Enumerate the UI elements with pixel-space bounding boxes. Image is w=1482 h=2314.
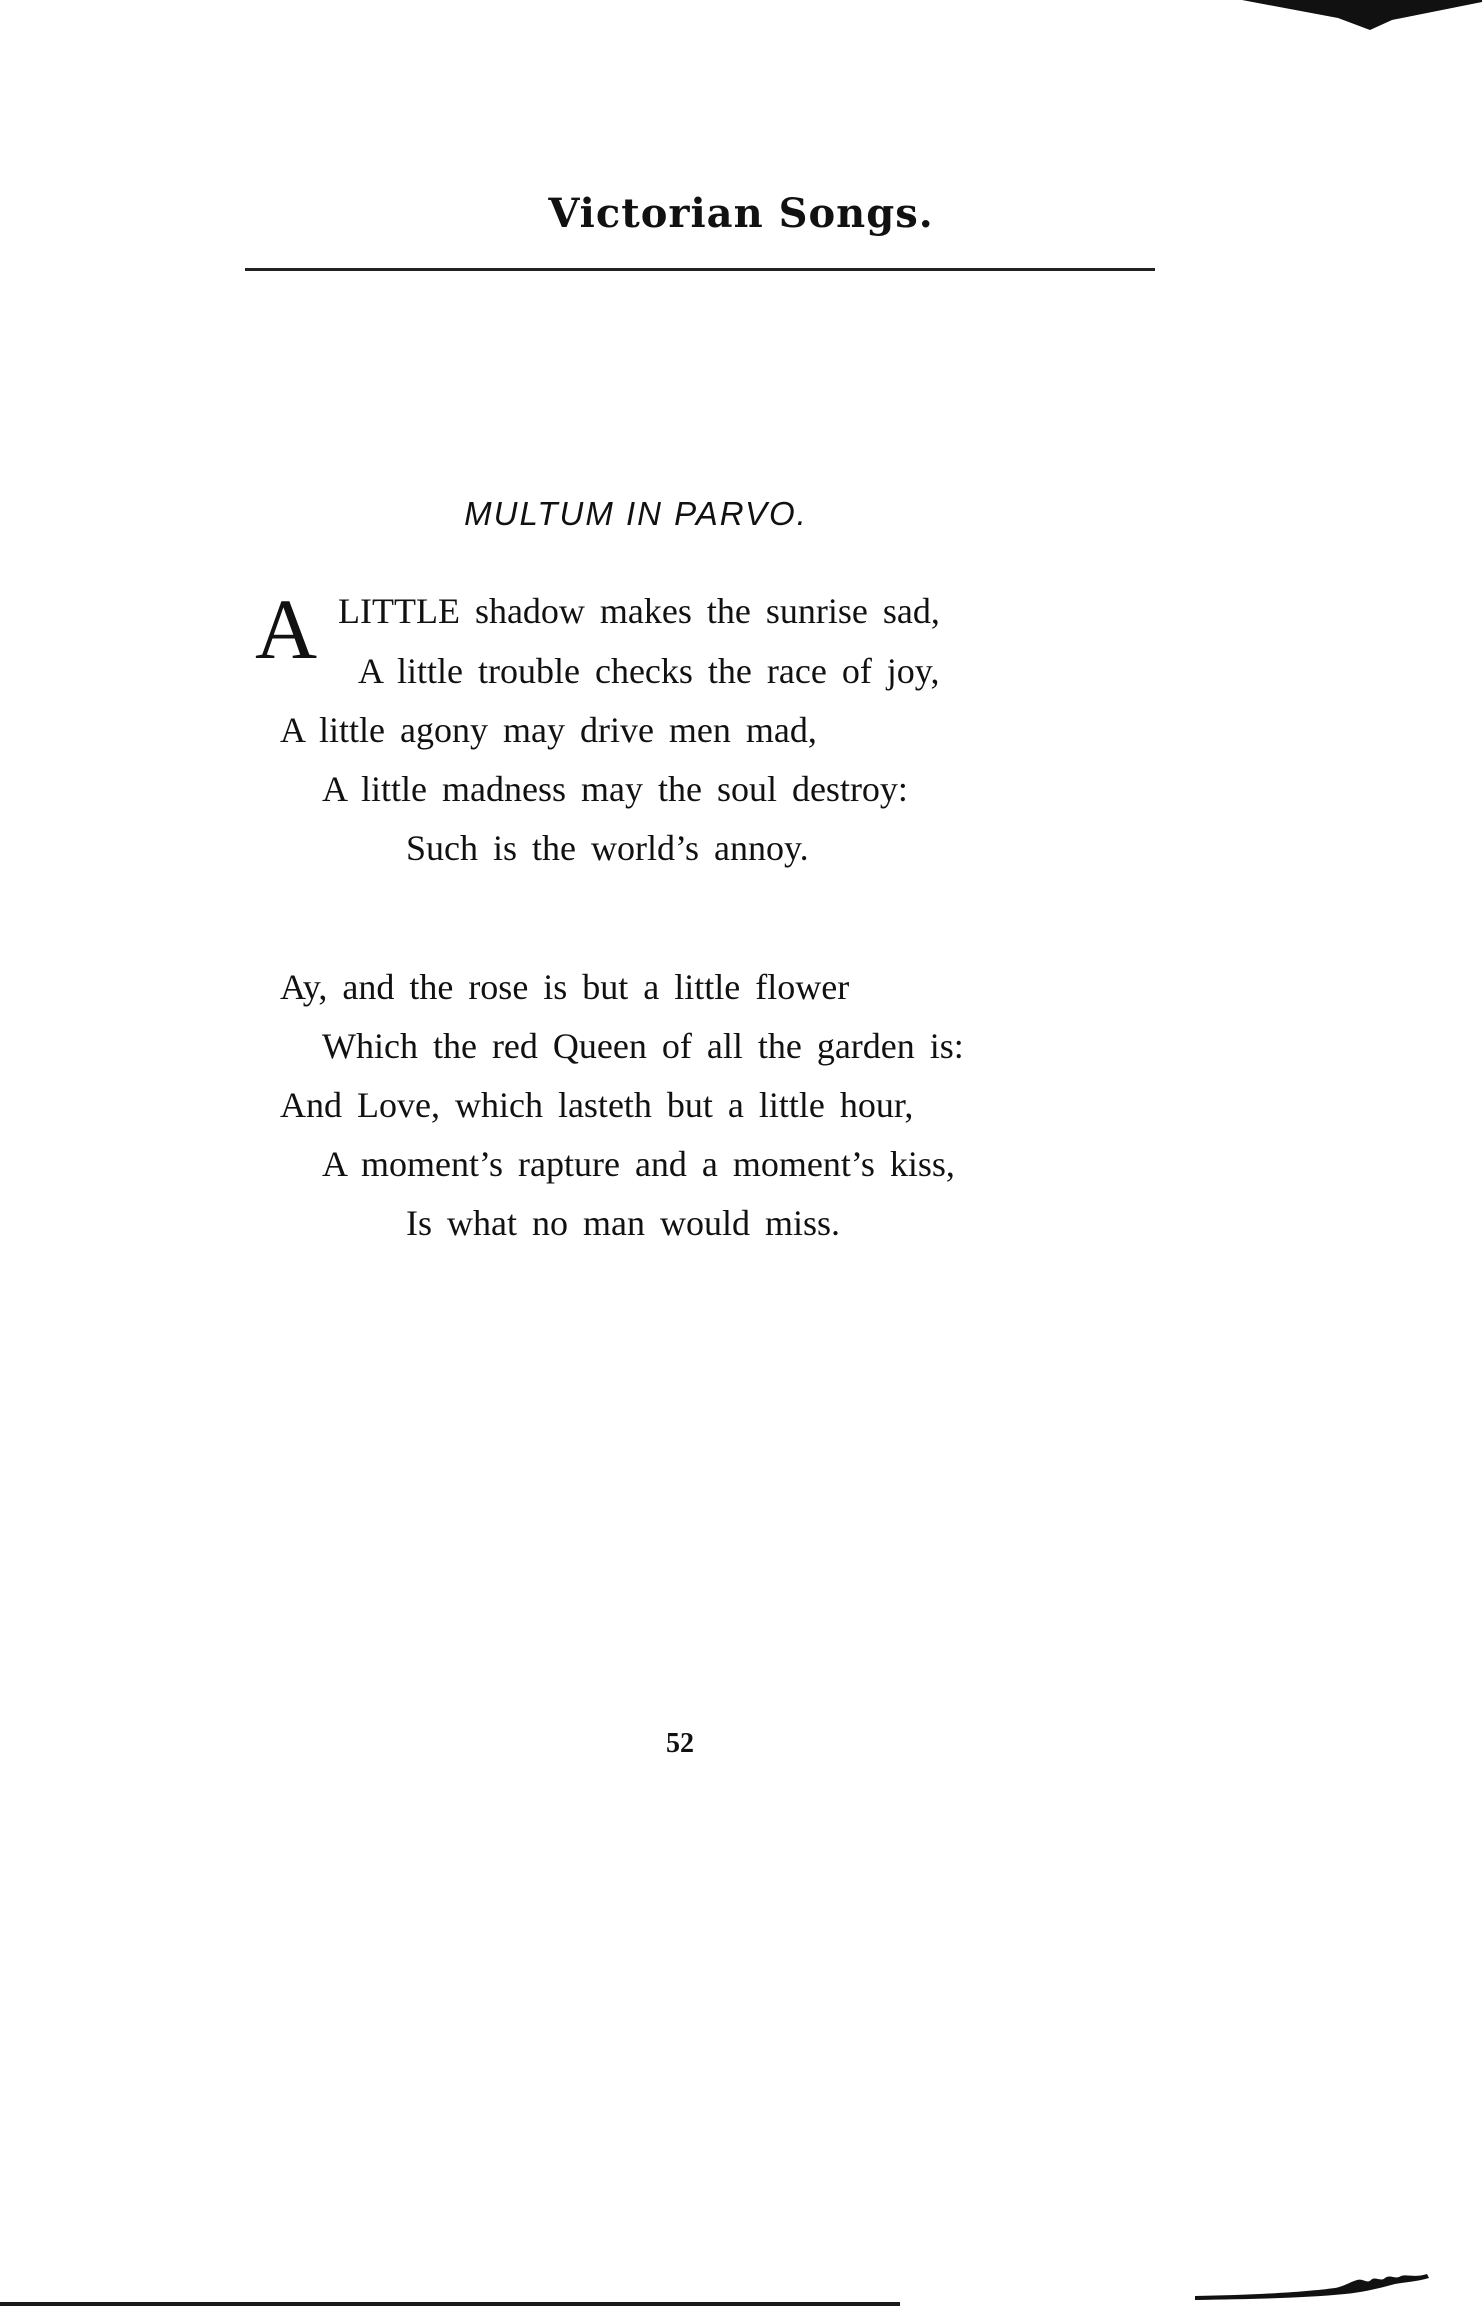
poem-line: And Love, which lasteth but a little hour, <box>280 1085 914 1125</box>
poem-line: A little trouble checks the race of joy, <box>358 651 940 691</box>
poem-line: A little madness may the soul destroy: <box>322 769 908 809</box>
poem-line: A little agony may drive men mad, <box>280 710 817 750</box>
running-head: Victorian Songs. <box>548 190 934 237</box>
bottom-edge-rule <box>0 2302 900 2306</box>
drop-cap: A <box>255 581 318 677</box>
page-number: 52 <box>666 1728 694 1759</box>
poem-line: Such is the world’s annoy. <box>406 828 809 868</box>
page-corner-fold-mark <box>1242 0 1482 40</box>
header-rule <box>245 268 1155 271</box>
poem-line: A moment’s rapture and a moment’s kiss, <box>322 1144 955 1184</box>
poem-line: LITTLE shadow makes the sunrise sad, <box>338 591 940 631</box>
flourish-ornament <box>1195 2262 1455 2302</box>
poem-title: MULTUM IN PARVO. <box>464 495 808 532</box>
poem-line: Is what no man would miss. <box>406 1203 840 1243</box>
poem-line: Ay, and the rose is but a little flower <box>280 967 850 1007</box>
poem-line: Which the red Queen of all the garden is: <box>322 1026 964 1066</box>
